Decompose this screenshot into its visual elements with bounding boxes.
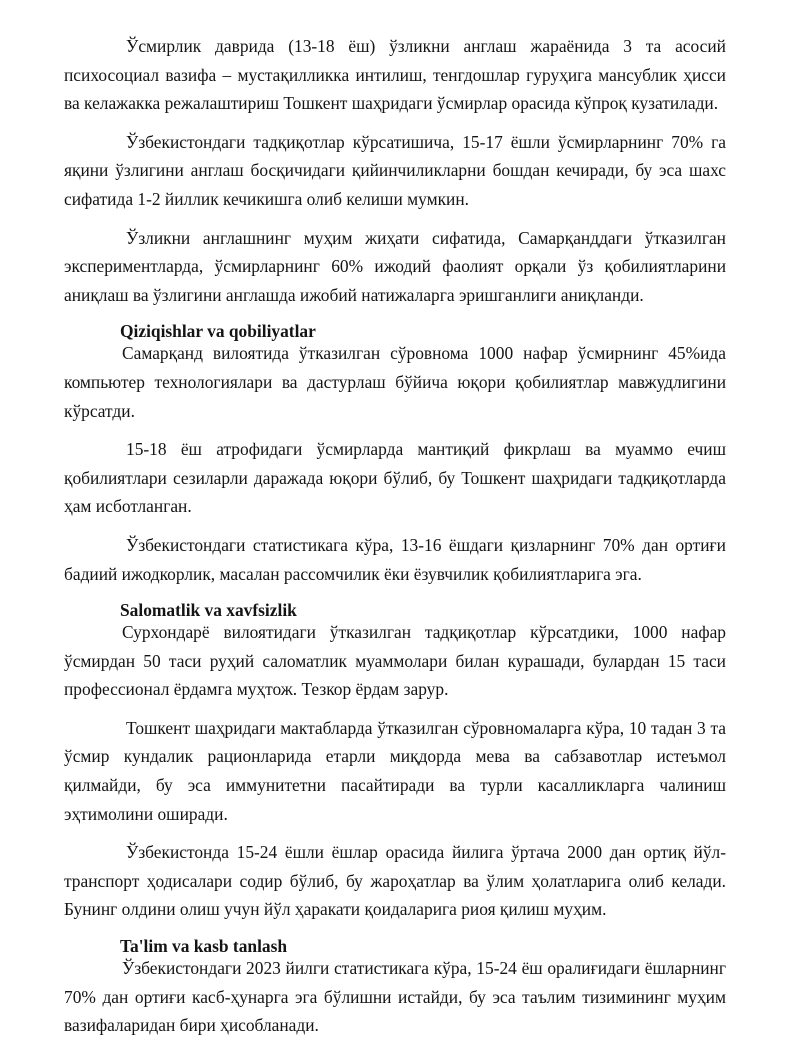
- paragraph: Тошкент шаҳридаги мактабларда ўтказилган сўровномаларга кўра, 10 тадан 3 та ўсмир кундалик рационларида етарли миқдорда мева ва сабзавотлар истеъмол қилмайди, бу эса иммунитетни пасайтиради ва турли касалликларга чалиниш эҳтимолини оширади.: [64, 717, 726, 824]
- paragraph: Ўзбекистондаги статистикага кўра, 13-16 ёшдаги қизларнинг 70% дан ортиғи бадиий ижодкорлик, масалан рассомчилик ёки ёзувчилик қобилиятларига эга.: [64, 534, 726, 584]
- section-heading: Salomatlik va xavfsizlik: [120, 600, 297, 621]
- paragraph: Ўзбекистонда 15-24 ёшли ёшлар орасида йилига ўртача 2000 дан ортиқ йўл-транспорт ҳодисалари содир бўлиб, бу жароҳатлар ва ўлим ҳолатларига олиб келади. Бунинг олдини олиш учун йўл ҳаракати қоидаларига риоя қилиш муҳим.: [64, 842, 726, 920]
- paragraph: Самарқанд вилоятида ўтказилган сўровнома 1000 нафар ўсмирнинг 45%ида компьютер технологиялари ва дастурлаш бўйича юқори қобилиятлар мавжудлигини кўрсатди.: [64, 343, 726, 421]
- paragraph: Ўзбекистондаги 2023 йилги статистикага кўра, 15-24 ёш оралиғидаги ёшларнинг 70% дан ортиғи касб-ҳунарга эга бўлишни истайди, бу эса таълим тизимининг муҳим вазифаларидан бири ҳисобланади.: [64, 958, 726, 1036]
- paragraph: Ўзликни англашнинг муҳим жиҳати сифатида, Самарқанддаги ўтказилган экспериментларда, ўсмирларнинг 60% ижодий фаолият орқали ўз қобилиятларини аниқлаш ва ўзлигини англашда ижобий натижаларга эришганлиги аниқланди.: [64, 227, 726, 305]
- section-heading: Ta'lim va kasb tanlash: [120, 936, 288, 957]
- paragraph: Сурхондарё вилоятидаги ўтказилган тадқиқотлар кўрсатдики, 1000 нафар ўсмирдан 50 таси руҳий саломатлик муаммолари билан курашади, булардан 15 таси профессионал ёрдамга муҳтож. Тезкор ёрдам зарур.: [64, 622, 726, 700]
- paragraph: Ўзбекистондаги тадқиқотлар кўрсатишича, 15-17 ёшли ўсмирларнинг 70% га яқини ўзлигини англаш босқичидаги қийинчиликларни бошдан кечиради, бу эса шахс сифатида 1-2 йиллик кечикишга олиб келиши мумкин.: [64, 131, 726, 209]
- section-heading: Qiziqishlar va qobiliyatlar: [120, 321, 316, 342]
- paragraph: Ўсмирлик даврида (13-18 ёш) ўзликни англаш жараёнида 3 та асосий психосоциал вазифа – мустақилликка интилиш, тенгдошлар гуруҳига мансублик ҳисси ва келажакка режалаштириш Тошкент шаҳридаги ўсмирлар орасида кўпроқ кузатилади.: [64, 36, 726, 114]
- document-page: [64, 32, 726, 1040]
- paragraph: 15-18 ёш атрофидаги ўсмирларда мантиқий фикрлаш ва муаммо ечиш қобилиятлари сезиларли даражада юқори бўлиб, бу Тошкент шаҳридаги тадқиқотларда ҳам исботланган.: [64, 439, 726, 517]
